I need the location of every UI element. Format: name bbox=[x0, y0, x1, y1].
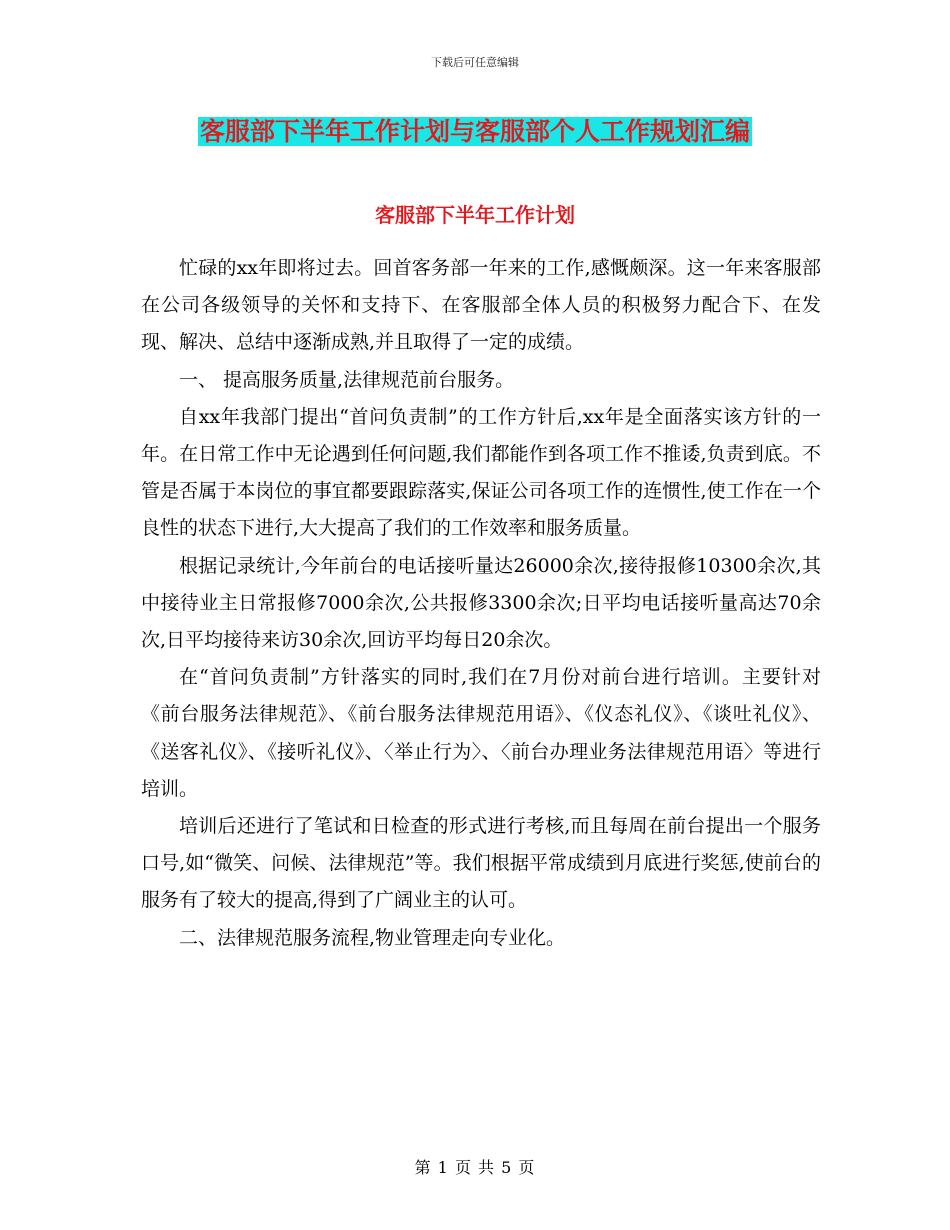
paragraph: 在“首问负责制”方针落实的同时,我们在7月份对前台进行培训。主要针对《前台服务法律规范》、《前台服务法律规范用语》、《仪态礼仪》、《谈吐礼仪》、《送客礼仪》、《接听礼仪》、〈举止行为〉、〈前台办理业务法律规范用语〉等进行培训。 bbox=[141, 666, 821, 800]
paragraph: 一、 提高服务质量,法律规范前台服务。 bbox=[179, 368, 515, 391]
section-title: 客服部下半年工作计划 bbox=[375, 203, 575, 227]
document-title-text: 客服部下半年工作计划与客服部个人工作规划汇编 bbox=[199, 117, 750, 146]
paragraph: 培训后还进行了笔试和日检查的形式进行考核,而且每周在前台提出一个服务口号,如“微笑、问候、法律规范”等。我们根据平常成绩到月底进行奖惩,使前台的服务有了较大的提高,得到了广阔业主的认可。 bbox=[141, 815, 821, 912]
page-footer: 第 1 页 共 5 页 bbox=[414, 1158, 536, 1177]
document-body bbox=[141, 250, 821, 957]
header-note: 下载后可任意编辑 bbox=[431, 56, 519, 69]
document-title bbox=[0, 110, 950, 151]
paragraph: 二、法律规范服务流程,物业管理走向专业化。 bbox=[179, 926, 566, 949]
paragraph: 忙碌的xx年即将过去。回首客务部一年来的工作,感慨颇深。这一年来客服部在公司各级领导的关怀和支持下、在客服部全体人员的积极努力配合下、在发现、解决、总结中逐渐成熟,并且取得了一定的成绩。 bbox=[141, 257, 821, 354]
paragraph: 根据记录统计,今年前台的电话接听量达26000余次,接待报修10300余次,其中接待业主日常报修7000余次,公共报修3300余次;日平均电话接听量高达70余次,日平均接待来访30余次,回访平均每日20余次。 bbox=[141, 554, 821, 652]
paragraph: 自xx年我部门提出“首问负责制”的工作方针后,xx年是全面落实该方针的一年。在日常工作中无论遇到任何问题,我们都能作到各项工作不推诿,负责到底。不管是否属于本岗位的事宜都要跟踪落实,保证公司各项工作的连惯性,使工作在一个良性的状态下进行,大大提高了我们的工作效率和服务质量。 bbox=[141, 405, 821, 540]
